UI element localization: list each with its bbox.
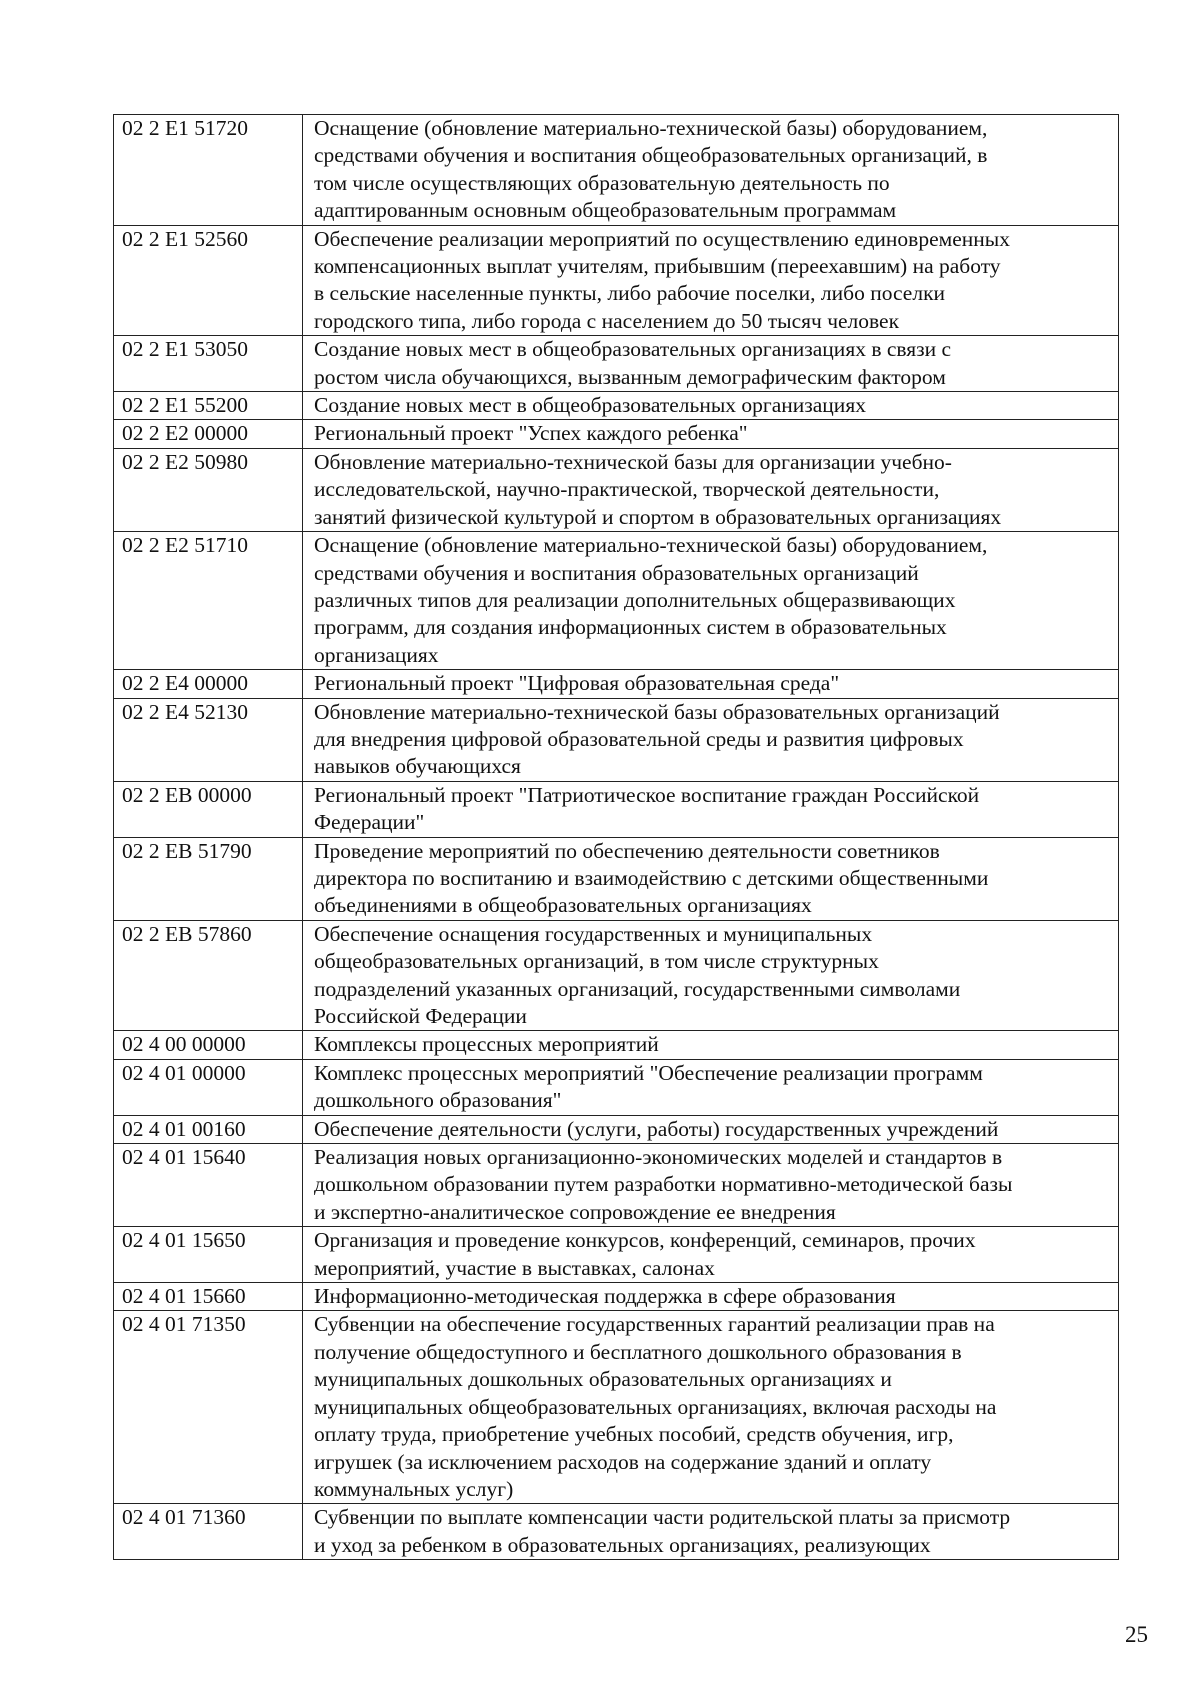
description-line: директора по воспитанию и взаимодействию с детскими общественными bbox=[314, 865, 989, 890]
description-line: муниципальных общеобразовательных организациях, включая расходы на bbox=[314, 1394, 997, 1419]
table-row bbox=[114, 1031, 1119, 1059]
table-row bbox=[114, 1311, 1119, 1504]
table-row bbox=[114, 781, 1119, 837]
description-line: подразделений указанных организаций, государственными символами bbox=[314, 976, 961, 1001]
description-line: оплату труда, приобретение учебных пособий, средств обучения, игр, bbox=[314, 1422, 954, 1447]
description-line: Обеспечение деятельности (услуги, работы) государственных учреждений bbox=[314, 1116, 999, 1141]
row-code: 02 4 01 15660 bbox=[114, 1283, 303, 1311]
description-line: компенсационных выплат учителям, прибывшим (переехавшим) на работу bbox=[314, 254, 1001, 279]
table-row bbox=[114, 1283, 1119, 1311]
table-row bbox=[114, 1144, 1119, 1227]
description-line: Региональный проект "Успех каждого ребенка" bbox=[314, 421, 748, 446]
row-code: 02 4 00 00000 bbox=[114, 1031, 303, 1059]
row-code: 02 2 EB 00000 bbox=[114, 781, 303, 837]
budget-codes-table bbox=[113, 114, 1119, 1560]
row-description bbox=[303, 1115, 1119, 1143]
description-line: объединениями в общеобразовательных организациях bbox=[314, 893, 812, 918]
description-line: Федерации" bbox=[314, 810, 425, 835]
row-code: 02 2 E4 52130 bbox=[114, 698, 303, 781]
table-row bbox=[114, 698, 1119, 781]
description-line: ростом числа обучающихся, вызванным демографическим фактором bbox=[314, 364, 946, 389]
row-code: 02 2 E2 00000 bbox=[114, 420, 303, 448]
description-line: Обеспечение оснащения государственных и муниципальных bbox=[314, 921, 873, 946]
row-code: 02 2 E1 55200 bbox=[114, 392, 303, 420]
description-line: занятий физической культурой и спортом в образовательных организациях bbox=[314, 504, 1002, 529]
description-line: Комплекс процессных мероприятий "Обеспечение реализации программ bbox=[314, 1060, 983, 1085]
row-description bbox=[303, 837, 1119, 920]
row-code: 02 2 E1 52560 bbox=[114, 225, 303, 336]
description-line: дошкольном образовании путем разработки нормативно-методической базы bbox=[314, 1172, 1013, 1197]
description-line: мероприятий, участие в выставках, салонах bbox=[314, 1255, 715, 1280]
description-line: средствами обучения и воспитания общеобразовательных организаций, в bbox=[314, 143, 988, 168]
description-line: Проведение мероприятий по обеспечению деятельности советников bbox=[314, 838, 940, 863]
row-code: 02 2 E1 51720 bbox=[114, 115, 303, 226]
row-description bbox=[303, 1311, 1119, 1504]
row-code: 02 2 E2 50980 bbox=[114, 448, 303, 531]
row-description bbox=[303, 698, 1119, 781]
row-description bbox=[303, 920, 1119, 1031]
description-line: исследовательской, научно-практической, творческой деятельности, bbox=[314, 477, 940, 502]
description-line: Субвенции на обеспечение государственных гарантий реализации прав на bbox=[314, 1312, 995, 1337]
row-code: 02 4 01 15650 bbox=[114, 1227, 303, 1283]
row-code: 02 2 EB 57860 bbox=[114, 920, 303, 1031]
description-line: программ, для создания информационных систем в образовательных bbox=[314, 615, 947, 640]
table-row bbox=[114, 420, 1119, 448]
description-line: Оснащение (обновление материально-технической базы) оборудованием, bbox=[314, 116, 988, 140]
table-row bbox=[114, 837, 1119, 920]
description-line: организациях bbox=[314, 642, 439, 667]
row-code: 02 4 01 00160 bbox=[114, 1115, 303, 1143]
description-line: том числе осуществляющих образовательную деятельность по bbox=[314, 170, 890, 195]
table-row bbox=[114, 115, 1119, 226]
description-line: Региональный проект "Патриотическое воспитание граждан Российской bbox=[314, 782, 980, 807]
description-line: средствами обучения и воспитания образовательных организаций bbox=[314, 560, 919, 585]
description-line: для внедрения цифровой образовательной среды и развития цифровых bbox=[314, 726, 964, 751]
table-row bbox=[114, 1227, 1119, 1283]
description-line: Российской Федерации bbox=[314, 1004, 527, 1028]
row-description bbox=[303, 1504, 1119, 1560]
description-line: игрушек (за исключением расходов на содержание зданий и оплату bbox=[314, 1449, 932, 1474]
table-row bbox=[114, 392, 1119, 420]
row-description bbox=[303, 1059, 1119, 1115]
table-row bbox=[114, 1504, 1119, 1560]
row-code: 02 2 EB 51790 bbox=[114, 837, 303, 920]
row-description bbox=[303, 781, 1119, 837]
description-line: Оснащение (обновление материально-технической базы) оборудованием, bbox=[314, 533, 988, 558]
row-code: 02 2 E4 00000 bbox=[114, 670, 303, 698]
row-code: 02 4 01 15640 bbox=[114, 1144, 303, 1227]
table-row bbox=[114, 1059, 1119, 1115]
row-code: 02 4 01 00000 bbox=[114, 1059, 303, 1115]
description-line: навыков обучающихся bbox=[314, 754, 521, 779]
description-line: дошкольного образования" bbox=[314, 1088, 562, 1113]
description-line: городского типа, либо города с населением до 50 тысяч человек bbox=[314, 308, 900, 333]
table-row bbox=[114, 920, 1119, 1031]
row-description bbox=[303, 225, 1119, 336]
description-line: Реализация новых организационно-экономических моделей и стандартов в bbox=[314, 1145, 1003, 1170]
row-description bbox=[303, 392, 1119, 420]
description-line: общеобразовательных организаций, в том числе структурных bbox=[314, 949, 879, 974]
description-line: в сельские населенные пункты, либо рабочие поселки, либо поселки bbox=[314, 281, 946, 306]
description-line: коммунальных услуг) bbox=[314, 1476, 514, 1501]
description-line: Создание новых мест в общеобразовательных организациях bbox=[314, 393, 866, 418]
row-code: 02 2 E1 53050 bbox=[114, 336, 303, 392]
description-line: Региональный проект "Цифровая образовательная среда" bbox=[314, 671, 840, 696]
row-code: 02 4 01 71350 bbox=[114, 1311, 303, 1504]
row-code: 02 4 01 71360 bbox=[114, 1504, 303, 1560]
description-line: различных типов для реализации дополнительных общеразвивающих bbox=[314, 587, 956, 612]
description-line: Создание новых мест в общеобразовательных организациях в связи с bbox=[314, 337, 952, 362]
row-description bbox=[303, 1144, 1119, 1227]
description-line: муниципальных дошкольных образовательных организациях и bbox=[314, 1367, 892, 1392]
table-row bbox=[114, 532, 1119, 670]
page-number: 25 bbox=[1125, 1622, 1148, 1647]
description-line: Комплексы процессных мероприятий bbox=[314, 1032, 659, 1057]
description-line: Обновление материально-технической базы для организации учебно- bbox=[314, 449, 952, 474]
description-line: Информационно-методическая поддержка в сфере образования bbox=[314, 1284, 896, 1309]
description-line: Организация и проведение конкурсов, конференций, семинаров, прочих bbox=[314, 1228, 976, 1253]
description-line: Субвенции по выплате компенсации части родительской платы за присмотр bbox=[314, 1505, 1011, 1530]
table-row bbox=[114, 448, 1119, 531]
row-description bbox=[303, 420, 1119, 448]
row-description bbox=[303, 448, 1119, 531]
table-row bbox=[114, 1115, 1119, 1143]
row-description bbox=[303, 1031, 1119, 1059]
row-description bbox=[303, 1283, 1119, 1311]
row-description bbox=[303, 532, 1119, 670]
table-body bbox=[114, 115, 1119, 1560]
table-row bbox=[114, 336, 1119, 392]
row-code: 02 2 E2 51710 bbox=[114, 532, 303, 670]
description-line: и экспертно-аналитическое сопровождение ее внедрения bbox=[314, 1199, 836, 1224]
table-row bbox=[114, 225, 1119, 336]
description-line: Обеспечение реализации мероприятий по осуществлению единовременных bbox=[314, 226, 1010, 251]
table-row bbox=[114, 670, 1119, 698]
description-line: Обновление материально-технической базы образовательных организаций bbox=[314, 699, 1000, 724]
row-description bbox=[303, 1227, 1119, 1283]
row-description bbox=[303, 115, 1119, 226]
description-line: адаптированным основным общеобразовательным программам bbox=[314, 198, 897, 223]
row-description bbox=[303, 670, 1119, 698]
description-line: и уход за ребенком в образовательных организациях, реализующих bbox=[314, 1532, 931, 1557]
row-description bbox=[303, 336, 1119, 392]
description-line: получение общедоступного и бесплатного дошкольного образования в bbox=[314, 1339, 962, 1364]
